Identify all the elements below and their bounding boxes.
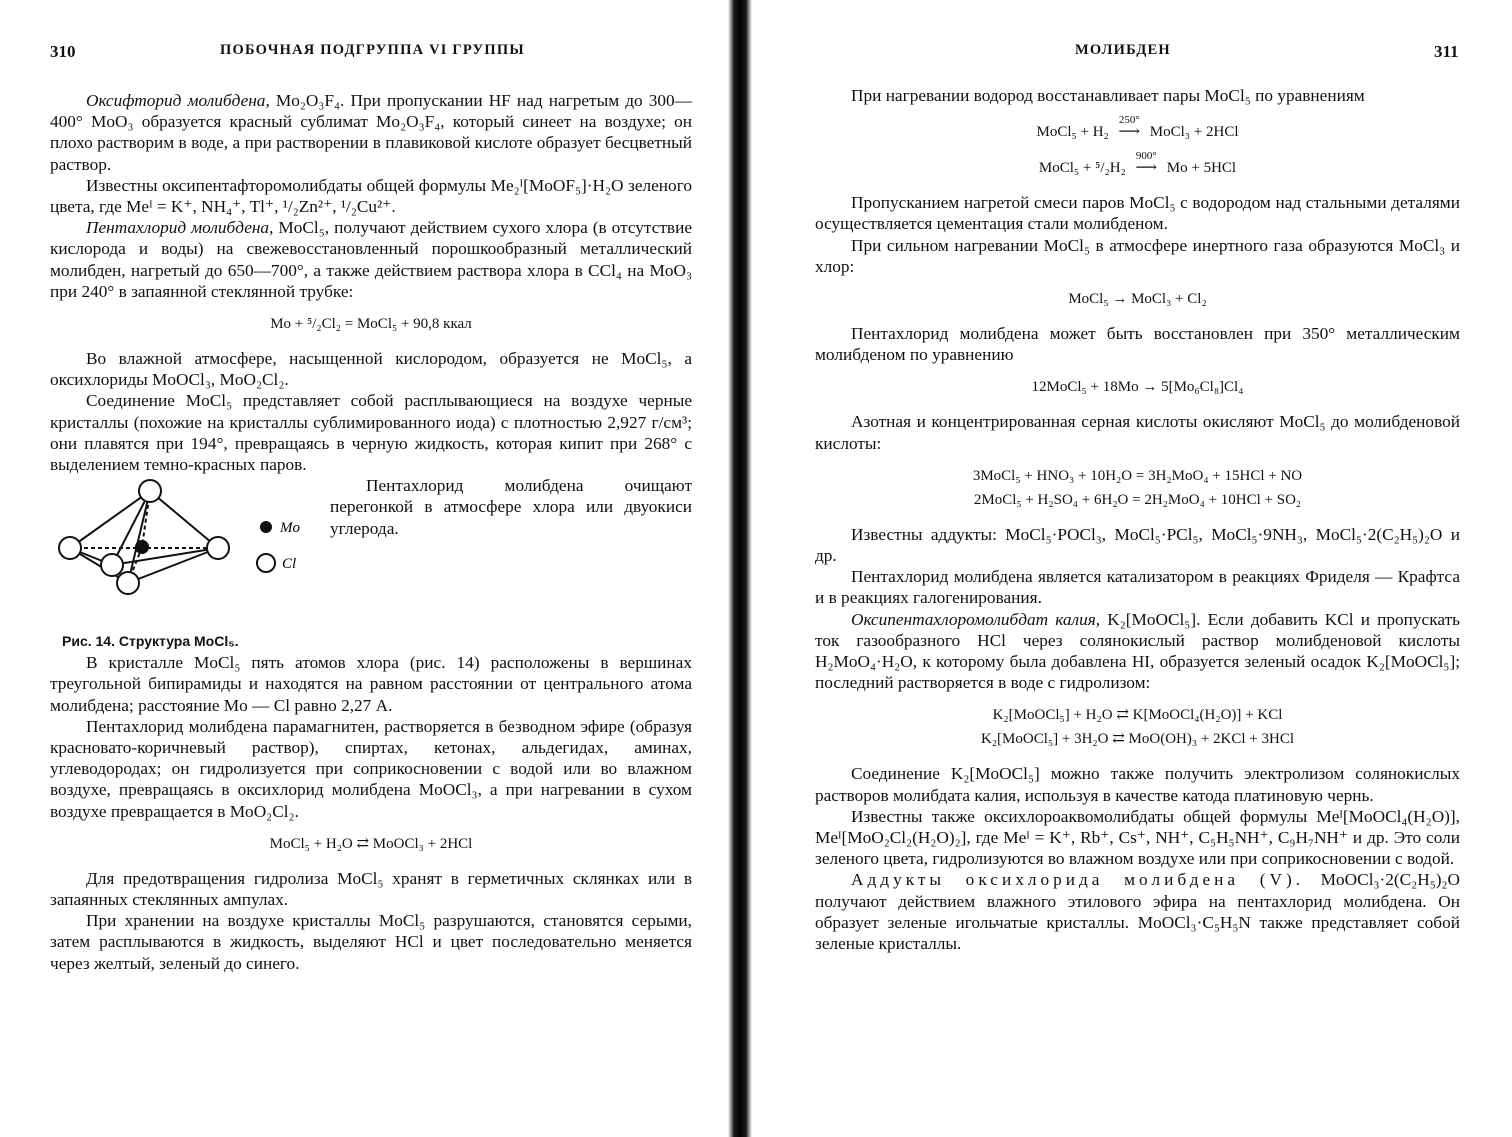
running-title: МОЛИБДЕН bbox=[1075, 42, 1171, 58]
paragraph: Оксифторид молибдена, Mo₂O₃F₄. При пропускании HF над нагретым до 300—400° MoO₃ образуется красный сублимат Mo₂O₃F₄, который синеет на воздухе; он плохо растворим в воде, а при растворении в плавиковой кислоте образует бесцветный раствор. bbox=[50, 91, 692, 174]
equation: MoCl₅ + ⁵/₂H₂ 900° ⟶ Mo + 5HCl bbox=[815, 156, 1460, 180]
figure-caption: Рис. 14. Структура MoCl₅. bbox=[62, 633, 239, 650]
page-number: 311 bbox=[1434, 42, 1459, 61]
cl-atom bbox=[59, 537, 81, 559]
right-text-column bbox=[815, 85, 1460, 954]
paragraph: Пентахлорид молибдена парамагнитен, растворяется в безводном эфире (образуя красновато-коричневый раствор), спиртах, кетонах, альдегидах, аминах, углеводородах; он гидролизуется при соприкосновении с водой или во влажном воздухе, превращаясь в оксихлорид молибдена MoOCl₃, а при нагревании в сухом воздухе превращается в MoO₂Cl₂. bbox=[50, 716, 692, 821]
book-spine bbox=[728, 0, 752, 1137]
equation-block bbox=[815, 464, 1460, 512]
paragraph: Известны оксипентафторомолибдаты общей формулы Me₂ᴵ[MoOF₅]·H₂O зеленого цвета, где Meᴵ = K⁺, NH₄⁺, Tl⁺, ¹/₂Zn²⁺, ¹/₂Cu²⁺. bbox=[50, 175, 692, 217]
equation: K₂[MoOCl₅] + H₂O ⇄ K[MoOCl₄(H₂O)] + KCl bbox=[992, 707, 1283, 724]
paragraph: Пропусканием нагретой смеси паров MoCl₅ с водородом над стальными деталями осуществляется цементация стали молибденом. bbox=[815, 193, 1460, 234]
reaction-arrow: 900° ⟶ bbox=[1135, 150, 1158, 177]
cl-atom bbox=[101, 554, 123, 576]
running-title: ПОБОЧНАЯ ПОДГРУППА VI ГРУППЫ bbox=[220, 42, 525, 58]
figure-mocl5-structure bbox=[50, 475, 322, 652]
right-page bbox=[752, 0, 1512, 1137]
paragraph: В кристалле MoCl₅ пять атомов хлора (рис. 14) расположены в вершинах треугольной бипирамиды и находятся на равном расстоянии от центрального атома молибдена; расстояние Mo — Cl равно 2,27 A. bbox=[50, 653, 692, 715]
paragraph: Азотная и концентрированная серная кислоты окисляют MoCl₅ до молибденовой кислоты: bbox=[815, 412, 1460, 453]
paragraph: Пентахлорид молибдена очищают перегонкой в атмосфере хлора или двуокиси углерода. bbox=[330, 476, 692, 538]
paragraph: Пентахлорид молибдена, MoCl₅, получают действием сухого хлора (в отсутствие кислорода и воды) на свежевосстановленный порошкообразный металлический молибден, нагретый до 650—700°, а также действием раствора хлора в CCl₄ на MoO₃ при 240° в запаянной стеклянной трубке: bbox=[50, 218, 692, 301]
paragraph: Соединение K₂[MoOCl₅] можно также получить электролизом солянокислых растворов молибдата калия, используя в качестве катода платиновую чернь. bbox=[815, 764, 1460, 805]
paragraph: При нагревании водород восстанавливает пары MoCl₅ по уравнениям bbox=[851, 86, 1365, 105]
left-text-column bbox=[50, 90, 692, 974]
equation: MoCl₅ → MoCl₃ + Cl₂ bbox=[1068, 291, 1207, 308]
equation-block bbox=[815, 114, 1460, 180]
paragraph: Известны также оксихлороаквомолибдаты общей формулы Meᴵ[MoOCl₄(H₂O)], Meᴵ[MoO₂Cl₂(H₂O)₂], где Meᴵ = K⁺, Rb⁺, Cs⁺, NH⁺, C₅H₅NH⁺, C₉H₇NH⁺ и др. Это соли зеленого цвета, гидролизуются во влажном воздухе или при соприкосновении с водой. bbox=[815, 806, 1460, 869]
equation: MoCl₅ + H₂ 250° ⟶ MoCl₃ + 2HCl bbox=[815, 120, 1460, 144]
legend-mo-icon bbox=[260, 521, 272, 533]
equation: Mo + ⁵/₂Cl₂ = MoCl₅ + 90,8 ккал bbox=[270, 316, 472, 333]
paragraph: Пентахлорид молибдена является катализатором в реакциях Фриделя — Крафтса и в реакциях галогенирования. bbox=[815, 567, 1460, 608]
term: Оксифторид молибдена bbox=[86, 91, 266, 110]
paragraph: Соединение MoCl₅ представляет собой расплывающиеся на воздухе черные кристаллы (похожие на кристаллы сублимированного иода) с плотностью 2,927 г/см³; они плавятся при 194°, превращаясь в черную жидкость, которая кипит при 268° с выделением темно-красных паров. bbox=[50, 391, 692, 475]
equation: MoCl₅ + H₂O ⇄ MoOCl₃ + 2HCl bbox=[269, 835, 473, 852]
equation: K₂[MoOCl₅] + 3H₂O ⇄ MoO(OH)₃ + 2KCl + 3HCl bbox=[980, 731, 1295, 748]
cl-atom bbox=[117, 572, 139, 594]
paragraph: При сильном нагревании MoCl₅ в атмосфере инертного газа образуются MoCl₃ и хлор: bbox=[815, 235, 1460, 276]
figure-row bbox=[50, 475, 692, 652]
legend-cl-icon bbox=[257, 554, 275, 572]
term: Оксипентахлоромолибдат калия bbox=[851, 609, 1096, 629]
cl-atom bbox=[207, 537, 229, 559]
equation-block bbox=[815, 703, 1460, 751]
bipyramid-diagram bbox=[50, 475, 322, 625]
term: Пентахлорид молибдена bbox=[86, 218, 270, 238]
equation: 3MoCl₅ + HNO₃ + 10H₂O = 3H₂MoO₄ + 15HCl + NO bbox=[972, 467, 1303, 484]
paragraph: Во влажной атмосфере, насыщенной кислородом, образуется не MoCl₅, а оксихлориды MoOCl₃, MoO₂Cl₂. bbox=[50, 349, 692, 390]
equation: 2MoCl₅ + H₂SO₄ + 6H₂O = 2H₂MoO₄ + 10HCl + SO₂ bbox=[973, 491, 1302, 508]
legend-cl-label: Cl bbox=[282, 556, 297, 573]
paragraph: Известны аддукты: MoCl₅·POCl₃, MoCl₅·PCl₅, MoCl₅·9NH₃, MoCl₅·2(C₂H₅)₂O и др. bbox=[815, 524, 1460, 566]
cl-atom bbox=[139, 480, 161, 502]
reaction-arrow: 250° ⟶ bbox=[1118, 114, 1141, 141]
equation: 12MoCl₅ + 18Mo → 5[Mo₆Cl₈]Cl₄ bbox=[1031, 379, 1244, 396]
paragraph: При хранении на воздухе кристаллы MoCl₅ разрушаются, становятся серыми, затем расплываются в жидкость, выделяют HCl и цвет последовательно меняется через желтый, зеленый до синего. bbox=[50, 911, 692, 973]
paragraph: Оксипентахлоромолибдат калия, K₂[MoOCl₅]. Если добавить KCl и пропускать ток газообразного HCl через солянокислый раствор молибденовой кислоты H₂MoO₄·H₂O, к которому была добавлена HI, образуется зеленый осадок K₂[MoOCl₅]; последний растворяется в воде с гидролизом: bbox=[815, 609, 1460, 693]
figure-wrap-text bbox=[330, 475, 692, 539]
paragraph: Для предотвращения гидролиза MoCl₅ хранят в герметичных склянках или в запаянных стеклянных ампулах. bbox=[50, 868, 692, 910]
spaced-term: Аддукты оксихлорида молибдена (V). bbox=[851, 870, 1305, 890]
left-page bbox=[0, 0, 728, 1137]
legend-mo-label: Mo bbox=[280, 520, 300, 537]
paragraph: Пентахлорид молибдена может быть восстановлен при 350° металлическим молибденом по уравнению bbox=[815, 324, 1460, 365]
page-number: 310 bbox=[50, 42, 76, 61]
mo-atom bbox=[135, 540, 149, 554]
paragraph: Аддукты оксихлорида молибдена (V). MoOCl₃·2(C₂H₅)₂O получают действием влажного этилового эфира на пентахлорид молибдена. Он образует зеленые игольчатые кристаллы. MoOCl₃·C₅H₅N также представляет собой зеленые кристаллы. bbox=[815, 870, 1460, 954]
